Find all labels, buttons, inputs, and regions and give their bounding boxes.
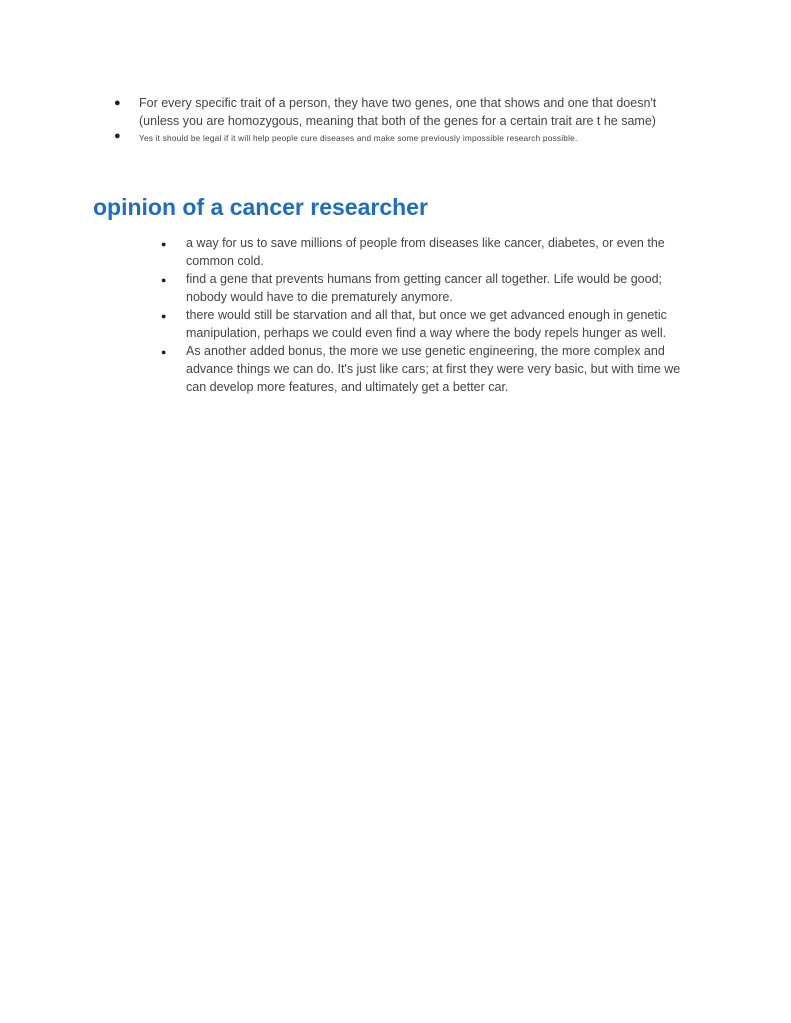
list-item bbox=[161, 270, 696, 306]
list-item bbox=[114, 130, 691, 144]
list-item-text: For every specific trait of a person, they have two genes, one that shows and one that doesn't (unless you are homozygous, meaning that both of the genes for a certain trait are t he same) bbox=[139, 96, 657, 128]
section-heading: opinion of a cancer researcher bbox=[93, 194, 428, 220]
list-item-text: As another added bonus, the more we use genetic engineering, the more complex and advance things we can do. It's just like cars; at first they were very basic, but with time we can develop more features, and ultimately get a better car. bbox=[186, 344, 681, 394]
list-item bbox=[161, 234, 696, 270]
bullet-icon: ● bbox=[161, 311, 167, 321]
list-item bbox=[114, 94, 691, 130]
bullet-icon: ● bbox=[161, 347, 167, 357]
list-item bbox=[161, 306, 696, 342]
list-item-text: find a gene that prevents humans from getting cancer all together. Life would be good; nobody would have to die prematurely anymore. bbox=[186, 272, 663, 304]
bullet-icon: ● bbox=[114, 97, 121, 109]
list-item-text: a way for us to save millions of people from diseases like cancer, diabetes, or even the common cold. bbox=[186, 236, 665, 268]
bullet-icon: ● bbox=[114, 130, 121, 142]
section-bullet-list bbox=[161, 234, 696, 396]
list-item bbox=[161, 342, 696, 396]
top-bullet-list bbox=[114, 94, 691, 147]
list-item-text: Yes it should be legal if it will help people cure diseases and make some previously impossible research possible. bbox=[139, 133, 578, 143]
bullet-icon: ● bbox=[161, 239, 167, 249]
list-item-text: there would still be starvation and all that, but once we get advanced enough in genetic manipulation, perhaps we could even find a way where the body repels hunger as well. bbox=[186, 308, 667, 340]
bullet-icon: ● bbox=[161, 275, 167, 285]
